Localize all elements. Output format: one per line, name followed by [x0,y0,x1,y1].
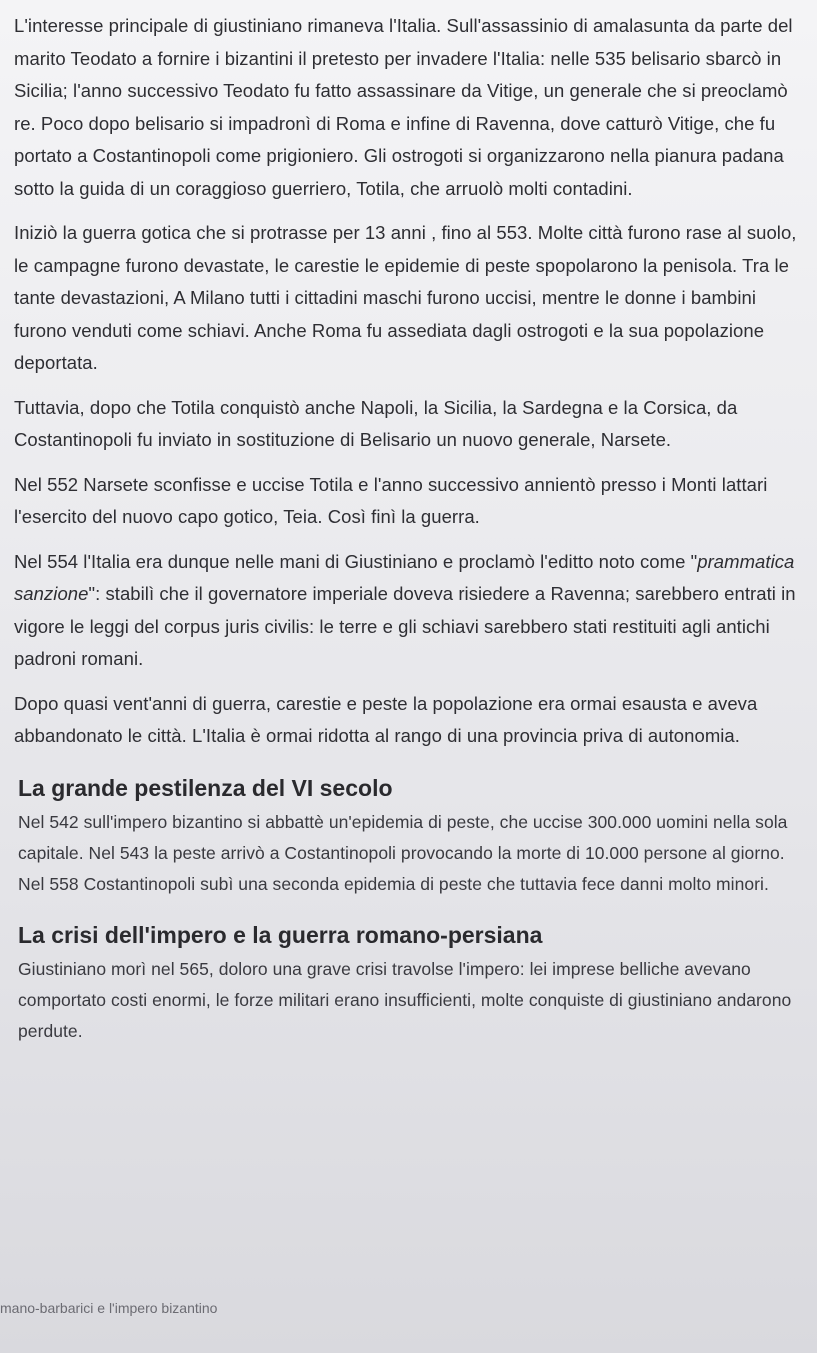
heading-crisis: La crisi dell'impero e la guerra romano-persiana [18,921,543,948]
sanction-text-after: ": stabilì che il governatore imperiale doveva risiedere a Ravenna; sarebbero entrati in vigore le leggi del corpus juris civilis: le terre e gli schiavi sarebbero stati restituiti agli antichi padroni romani. [14,583,796,669]
heading-plague: La grande pestilenza del VI secolo [18,774,393,801]
paragraph-plague: Nel 542 sull'impero bizantino si abbattè un'epidemia di peste, che uccise 300.000 uomini nella sola capitale. Nel 543 la peste arrivò a Costantinopoli provocando la morte di 10.000 persone al giorno. Nel 558 Costantinopoli subì una seconda epidemia di peste che tuttavia fece danni molto minori. [18,811,788,894]
page-footer: mano-barbarici e l'impero bizantino [0,1300,218,1316]
paragraph-narses-sent: Tuttavia, dopo che Totila conquistò anche Napoli, la Sicilia, la Sardegna e la Corsica, da Costantinopoli fu inviato in sostituzione di Belisario un nuovo generale, Narsete. [14,396,738,450]
paragraph-war-end: Nel 552 Narsete sconfisse e uccise Totila e l'anno successivo annientò presso i Monti lattari l'esercito del nuovo capo gotico, Teia. Così finì la guerra. [14,473,768,527]
paragraph-pragmatic-sanction [14,546,809,676]
paragraph-justinian-italy: L'interesse principale di giustiniano rimaneva l'Italia. Sull'assassinio di amalasunta da parte del marito Teodato a fornire i bizantini il pretesto per invadere l'Italia: nelle 535 belisario sbarcò in Sicilia; l'anno successivo Teodato fu fatto assassinare da Vitige, un generale che si preoclamò re. Poco dopo belisario si impadronì di Roma e infine di Ravenna, dove catturò Vitige, che fu portato a Costantinopoli come prigioniero. Gli ostrogoti si organizzarono nella pianura padana sotto la guida di un coraggioso guerriero, Totila, che arruolò molti contadini. [14,15,793,199]
sanction-italic-term: prammatica sanzione [14,550,795,604]
paragraph-crisis: Giustiniano morì nel 565, doloro una grave crisi travolse l'impero: lei imprese belliche avevano comportato costi enormi, le forze militari erano insufficienti, molte conquiste di giustiniano andarono perdute. [18,958,792,1041]
paragraph-gothic-war: Iniziò la guerra gotica che si protrasse per 13 anni , fino al 553. Molte città furono rase al suolo, le campagne furono devastate, le carestie le epidemie di peste spopolarono la penisola. Tra le tante devastazioni, A Milano tutti i cittadini maschi furono uccisi, mentre le donne i bambini furono venduti come schiavi. Anche Roma fu assediata dagli ostrogoti e la sua popolazione deportata. [14,222,797,373]
document-page [14,10,809,1059]
paragraph-aftermath: Dopo quasi vent'anni di guerra, carestie e peste la popolazione era ormai esausta e aveva abbandonato le città. L'Italia è ormai ridotta al rango di una provincia priva di autonomia. [14,692,758,746]
sanction-text-before: Nel 554 l'Italia era dunque nelle mani di Giustiniano e proclamò l'editto noto come " [14,550,698,572]
